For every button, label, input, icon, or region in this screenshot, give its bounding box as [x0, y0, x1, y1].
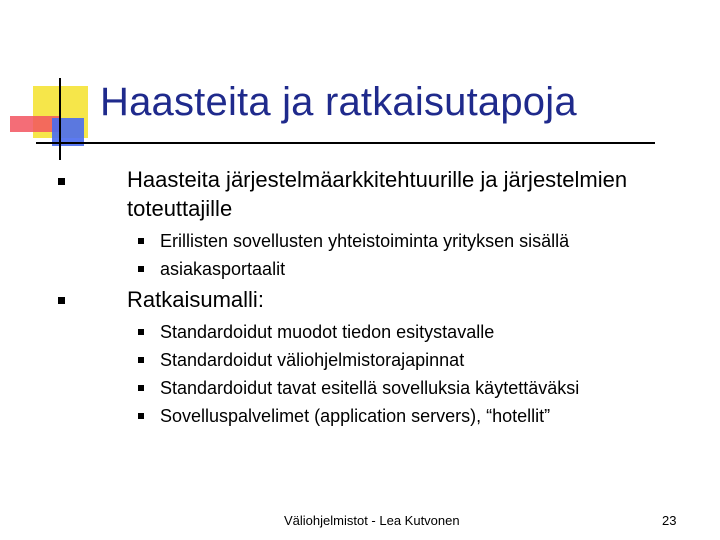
page-number: 23	[662, 513, 677, 528]
section-1-line-1: Haasteita järjestelmäarkkitehtuurille ja järjestelmien	[127, 167, 628, 192]
title-divider	[40, 142, 655, 144]
slide-title: Haasteita ja ratkaisutapoja	[100, 80, 577, 124]
deco-vertical-line	[59, 78, 61, 160]
section-1-item-2: asiakasportaalit	[160, 259, 286, 279]
section-2-item-4: Sovelluspalvelimet (application servers), “hotellit”	[160, 406, 551, 426]
section-2-item-3: Standardoidut tavat esitellä sovelluksia käytettäväksi	[160, 378, 580, 398]
bullet-section-2-item-1	[138, 329, 144, 335]
bullet-section-2	[58, 297, 65, 304]
bullet-section-2-item-2	[138, 357, 144, 363]
bullet-section-2-item-3	[138, 385, 144, 391]
footer-text: Väliohjelmistot - Lea Kutvonen	[284, 513, 460, 528]
bullet-section-1-item-1	[138, 238, 144, 244]
section-2-line-1: Ratkaisumalli:	[127, 287, 264, 312]
bullet-section-1-item-2	[138, 266, 144, 272]
section-1-item-1: Erillisten sovellusten yhteistoiminta yrityksen sisällä	[160, 231, 570, 251]
section-2-item-2: Standardoidut väliohjelmistorajapinnat	[160, 350, 465, 370]
bullet-section-2-item-4	[138, 413, 144, 419]
bullet-section-1	[58, 178, 65, 185]
section-1-line-2: toteuttajille	[127, 196, 233, 221]
corner-decoration	[0, 0, 110, 165]
section-2-item-1: Standardoidut muodot tiedon esitystavalle	[160, 322, 495, 342]
